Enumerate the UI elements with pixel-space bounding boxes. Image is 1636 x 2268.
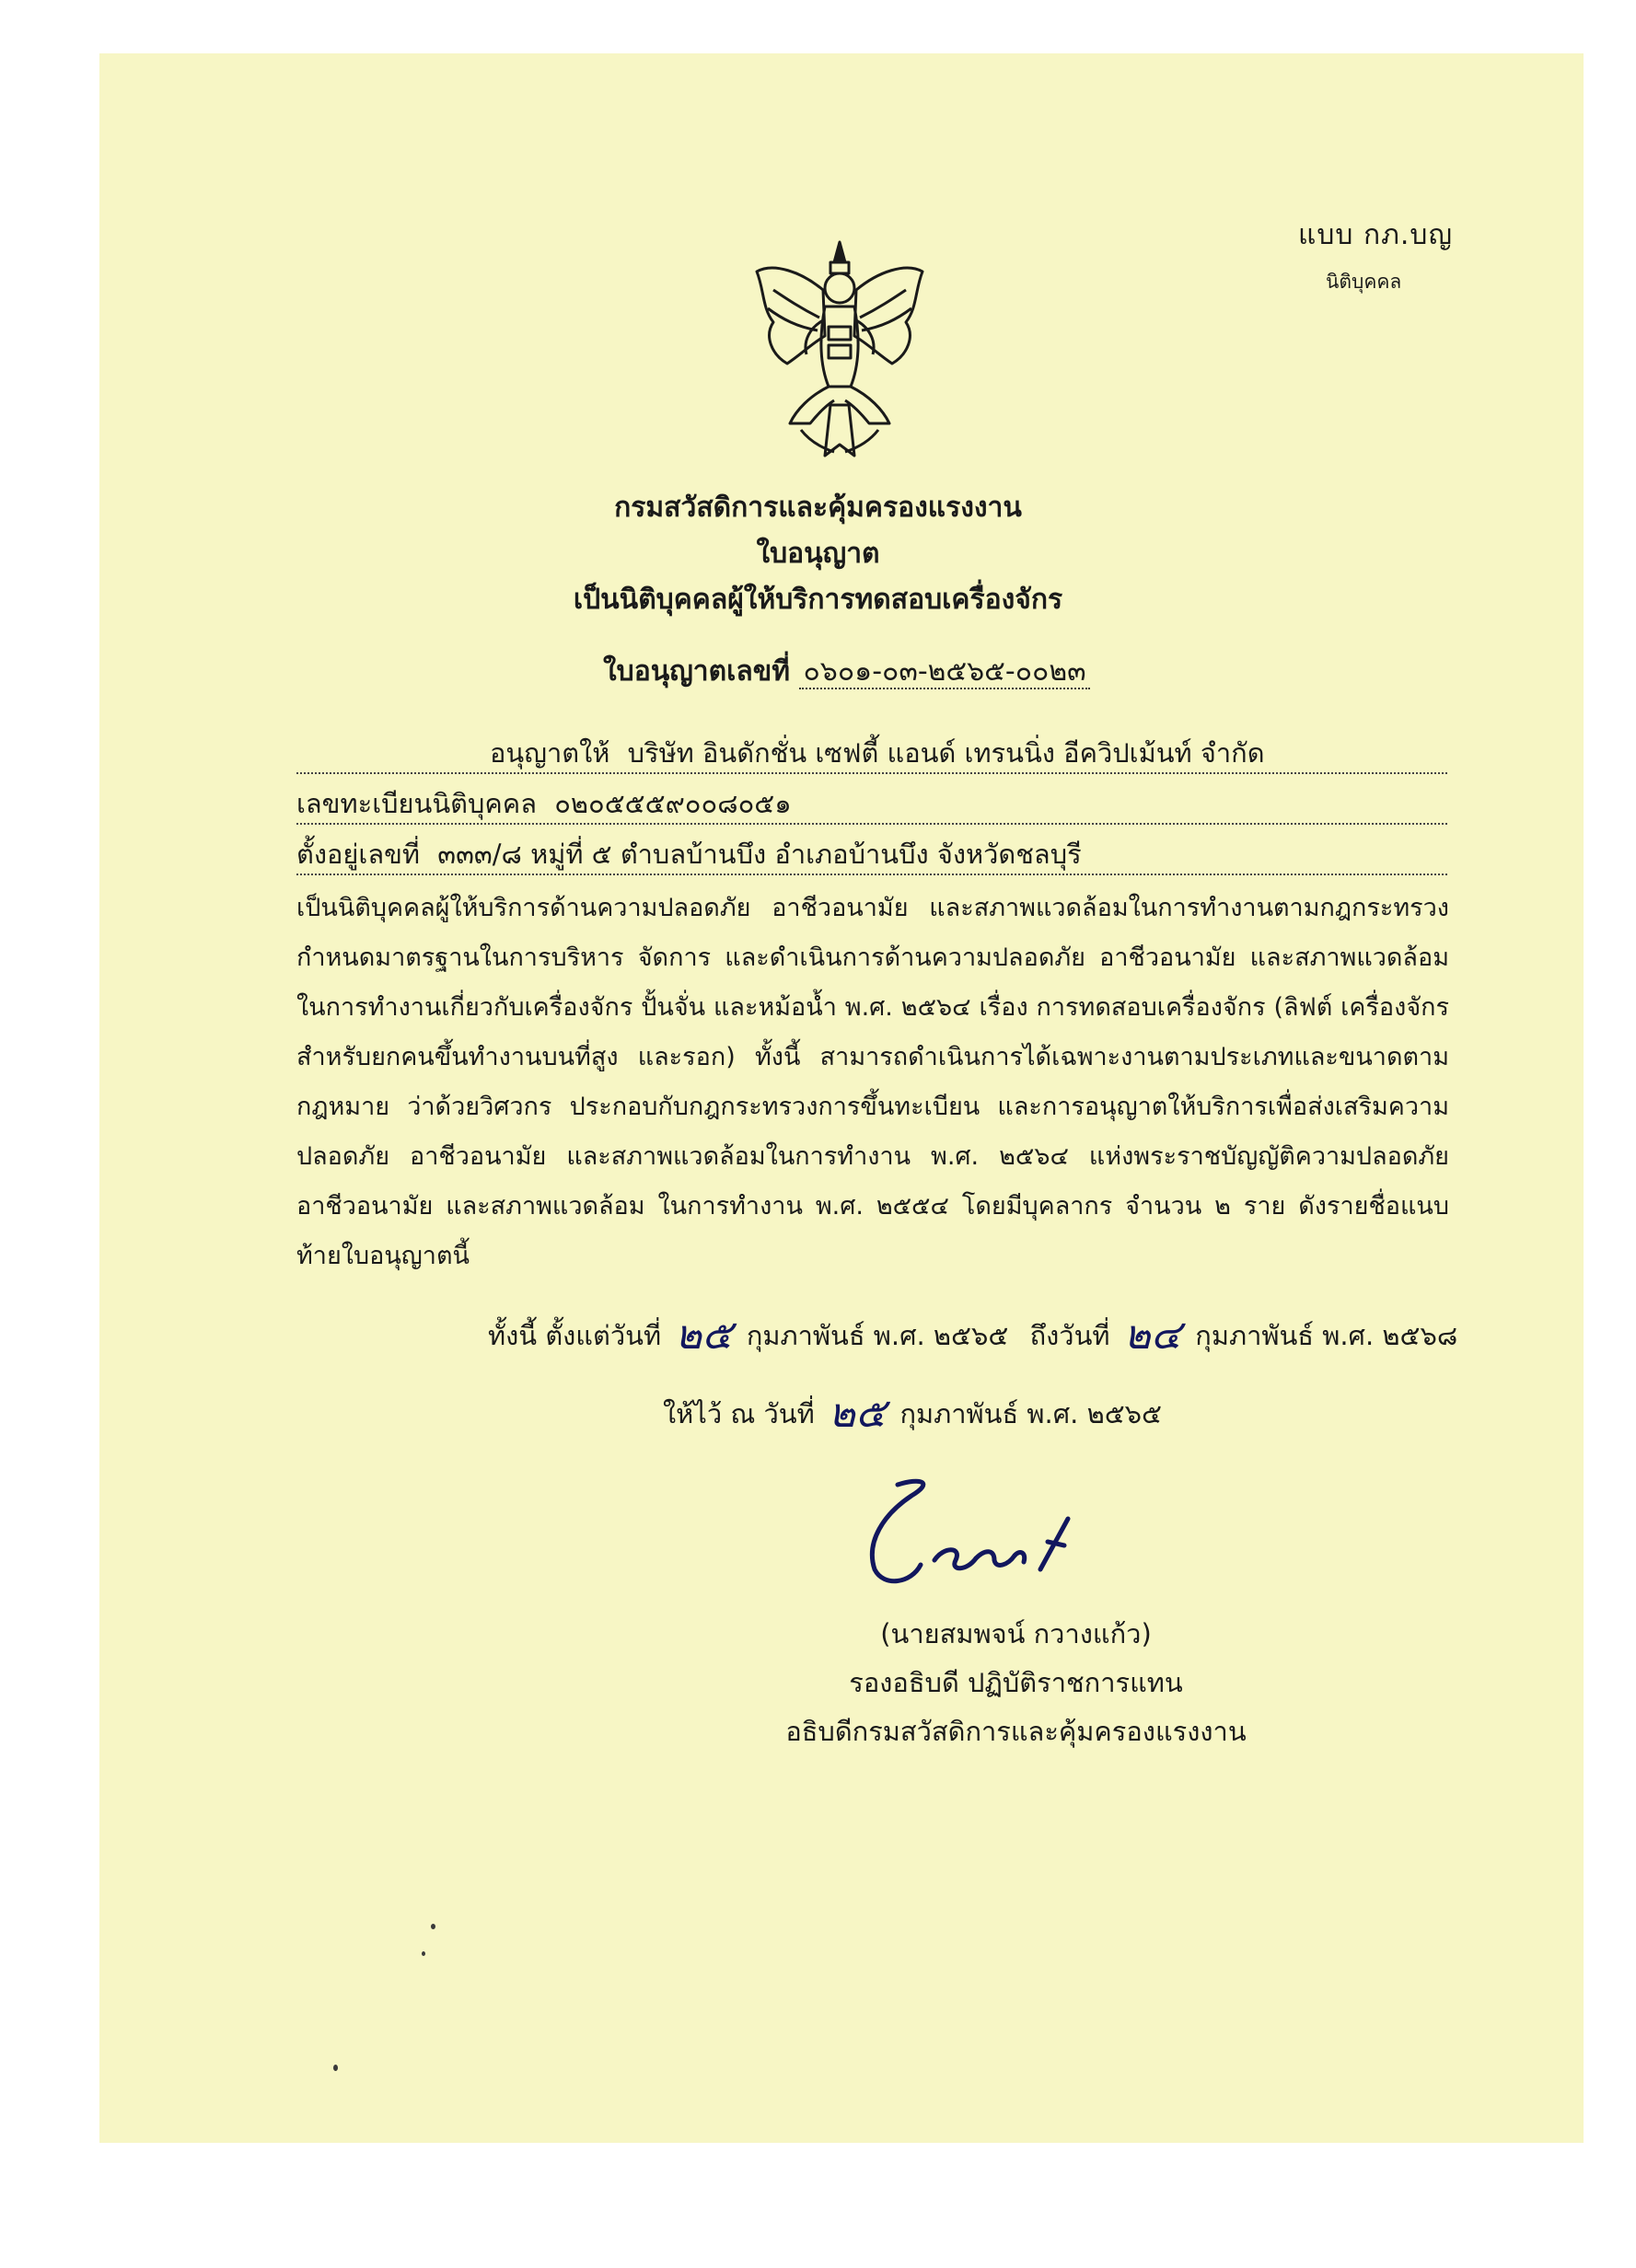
granted-to-value: บริษัท อินดักชั่น เซฟตี้ แอนด์ เทรนนิ่ง อีควิปเม้นท์ จำกัด [627,737,1265,769]
license-body-text: เป็นนิติบุคคลผู้ให้บริการด้านความปลอดภัย อาชีวอนามัย และสภาพแวดล้อมในการทำงานตามกฎกระทรวง กำหนดมาตรฐานในการบริหาร จัดการ และดำเนินการด้านความปลอดภัย อาชีวอนามัย และสภาพแวดล้อม ในการทำงานเกี่ยวกับเครื่องจักร ปั้นจั่น และหม้อน้ำ พ.ศ. ๒๕๖๔ เรื่อง การทดสอบเครื่องจักร (ลิฟต์ เครื่องจักร สำหรับยกคนขึ้นทำงานบนที่สูง และรอก) ทั้งนี้ สามารถดำเนินการได้เฉพาะงานตามประเภทและขนาดตามกฎหมาย ว่าด้วยวิศวกร ประกอบกับกฎกระทรวงการขึ้นทะเบียน และการอนุญาตให้บริการเพื่อส่งเสริมความปลอดภัย อาชีวอนามัย และสภาพแวดล้อมในการทำงาน พ.ศ. ๒๕๖๔ แห่งพระราชบัญญัติความปลอดภัย อาชีวอนามัย และสภาพแวดล้อม ในการทำงาน พ.ศ. ๒๕๕๔ โดยมีบุคลากร จำนวน ๒ ราย ดังรายชื่อแนบท้ายใบอนุญาตนี้ [296,894,1449,1270]
license-number-row [603,650,1090,693]
form-code: แบบ กภ.บญ [1298,219,1454,251]
validity-from-day: ๒๕ [675,1312,733,1359]
validity-to-day: ๒๔ [1123,1312,1182,1359]
signatory-name: (นายสมพจน์ กวางแก้ว) [880,1618,1152,1649]
issued-month-year: กุมภาพันธ์ พ.ศ. ๒๕๖๕ [899,1398,1163,1429]
garuda-emblem-icon [746,235,934,465]
signature-mark [847,1468,1123,1597]
address-field [296,833,1447,875]
address-label: ตั้งอยู่เลขที่ [296,839,421,870]
validity-from-label: ทั้งนี้ ตั้งแต่วันที่ [488,1320,662,1351]
document-type-title: ใบอนุญาต [756,538,880,570]
address-value: ๓๓๓/๘ หมู่ที่ ๕ ตำบลบ้านบึง อำเภอบ้านบึง จังหวัดชลบุรี [437,839,1082,870]
validity-row [488,1302,1457,1367]
validity-to-month-year: กุมภาพันธ์ พ.ศ. ๒๕๖๘ [1195,1320,1458,1351]
registration-label: เลขทะเบียนนิติบุคคล [296,788,537,819]
registration-value: ๐๒๐๕๕๕๙๐๐๘๐๕๑ [554,788,792,819]
purpose-title: เป็นนิติบุคคลผู้ให้บริการทดสอบเครื่องจักร [573,584,1063,616]
department-title: กรมสวัสดิการและคุ้มครองแรงงาน [614,492,1022,524]
issued-day: ๒๕ [828,1390,887,1437]
license-number-label: ใบอนุญาตเลขที่ [603,655,791,688]
registration-field [296,782,1447,825]
validity-to-label: ถึงวันที่ [1029,1320,1110,1351]
issued-label: ให้ไว้ ณ วันที่ [663,1398,815,1429]
granted-to-label: อนุญาตให้ [490,737,610,769]
paper-speck [333,2065,338,2071]
granted-to-field [296,732,1447,774]
signatory-position-2: อธิบดีกรมสวัสดิการและคุ้มครองแรงงาน [785,1716,1247,1747]
signatory-position-1: รองอธิบดี ปฏิบัติราชการแทน [849,1667,1183,1698]
validity-from-month-year: กุมภาพันธ์ พ.ศ. ๒๕๖๕ [746,1320,1009,1351]
issued-row [663,1381,1162,1445]
paper-speck [422,1951,425,1956]
license-number-value: ๐๖๐๑-๐๓-๒๕๖๕-๐๐๒๓ [799,655,1089,689]
form-subtype: นิติบุคคล [1326,271,1402,293]
paper-speck [431,1924,435,1929]
